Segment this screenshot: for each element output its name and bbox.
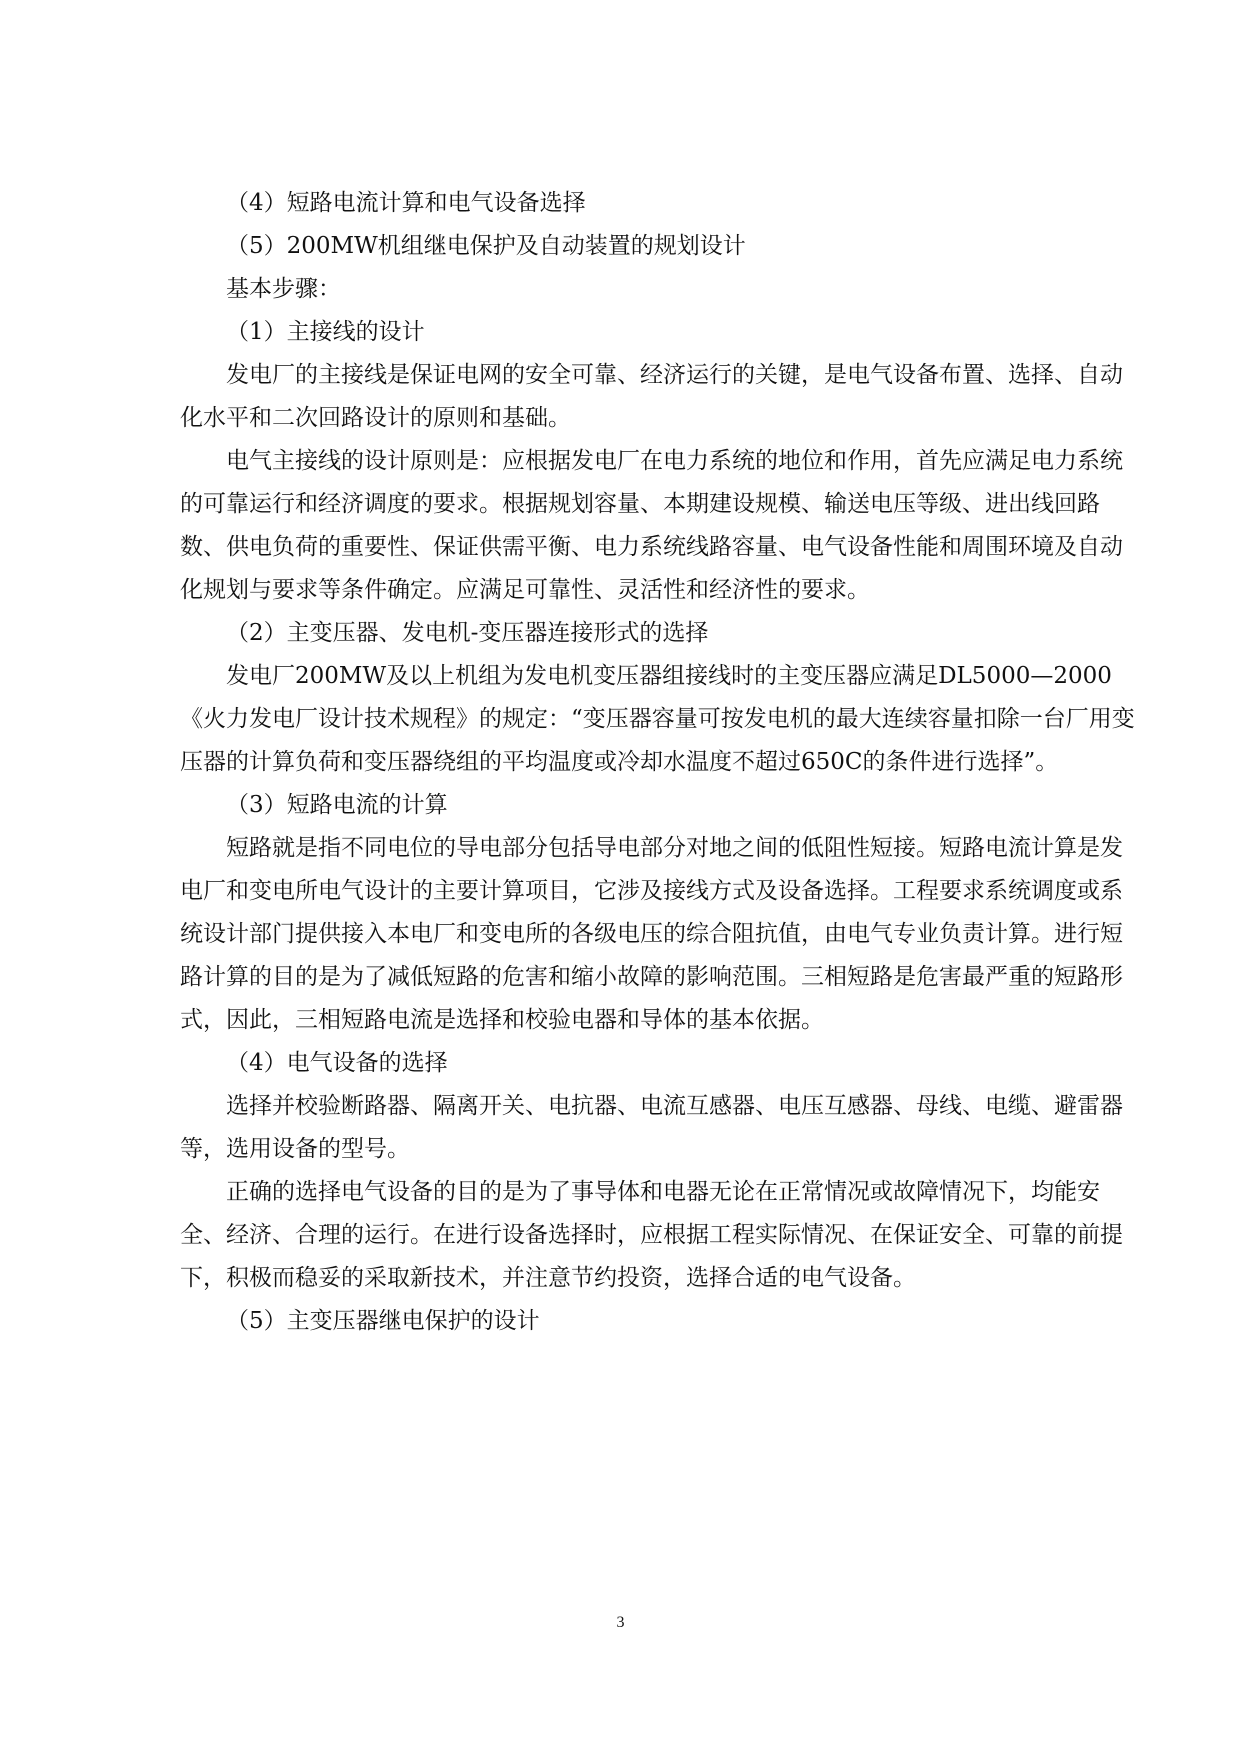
paragraph-transformer: 发电厂200MW及以上机组为发电机变压器组接线时的主变压器应满足DL5000—2000《火力发电厂设计技术规程》的规定：“变压器容量可按发电机的最大连续容量扣除一台厂用变压器的计算负荷和变压器绕组的平均温度或冷却水温度不超过650C的条件进行选择”。 [180, 663, 1135, 775]
paragraph-equipment-purpose: 正确的选择电气设备的目的是为了事导体和电器无论在正常情况或故障情况下，均能安全、经济、合理的运行。在进行设备选择时，应根据工程实际情况、在保证安全、可靠的前提下，积极而稳妥的采取新技术，并注意节约投资，选择合适的电气设备。 [180, 1179, 1123, 1291]
item-short-circuit-and-equipment: （4）短路电流计算和电气设备选择 [226, 190, 586, 216]
paragraph-main-wiring: 发电厂的主接线是保证电网的安全可靠、经济运行的关键，是电气设备布置、选择、自动化水平和二次回路设计的原则和基础。 [180, 362, 1123, 431]
basic-steps-heading: 基本步骤： [226, 276, 341, 302]
paragraph-design-principles: 电气主接线的设计原则是：应根据发电厂在电力系统的地位和作用，首先应满足电力系统的可靠运行和经济调度的要求。根据规划容量、本期建设规模、输送电压等级、进出线回路数、供电负荷的重要性、保证供需平衡、电力系统线路容量、电气设备性能和周围环境及自动化规划与要求等条件确定。应满足可靠性、灵活性和经济性的要求。 [180, 448, 1123, 603]
paragraph-equipment-list: 选择并校验断路器、隔离开关、电抗器、电流互感器、电压互感器、母线、电缆、避雷器等，选用设备的型号。 [180, 1093, 1123, 1162]
step-short-circuit-heading: （3）短路电流的计算 [226, 792, 448, 818]
item-relay-protection-planning: （5）200MW机组继电保护及自动装置的规划设计 [226, 233, 746, 259]
paragraph-short-circuit: 短路就是指不同电位的导电部分包括导电部分对地之间的低阻性短接。短路电流计算是发电厂和变电所电气设计的主要计算项目，它涉及接线方式及设备选择。工程要求系统调度或系统设计部门提供接入本电厂和变电所的各级电压的综合阻抗值，由电气专业负责计算。进行短路计算的目的是为了减低短路的危害和缩小故障的影响范围。三相短路是危害最严重的短路形式，因此，三相短路电流是选择和校验电器和导体的基本依据。 [180, 835, 1123, 1033]
step-equipment-heading: （4）电气设备的选择 [226, 1050, 448, 1076]
step-transformer-heading: （2）主变压器、发电机-变压器连接形式的选择 [226, 620, 709, 646]
step-main-wiring-heading: （1）主接线的设计 [226, 319, 425, 345]
step-relay-protection-heading: （5）主变压器继电保护的设计 [226, 1308, 540, 1334]
page-number: 3 [616, 1614, 625, 1631]
body-text [180, 182, 1140, 1343]
